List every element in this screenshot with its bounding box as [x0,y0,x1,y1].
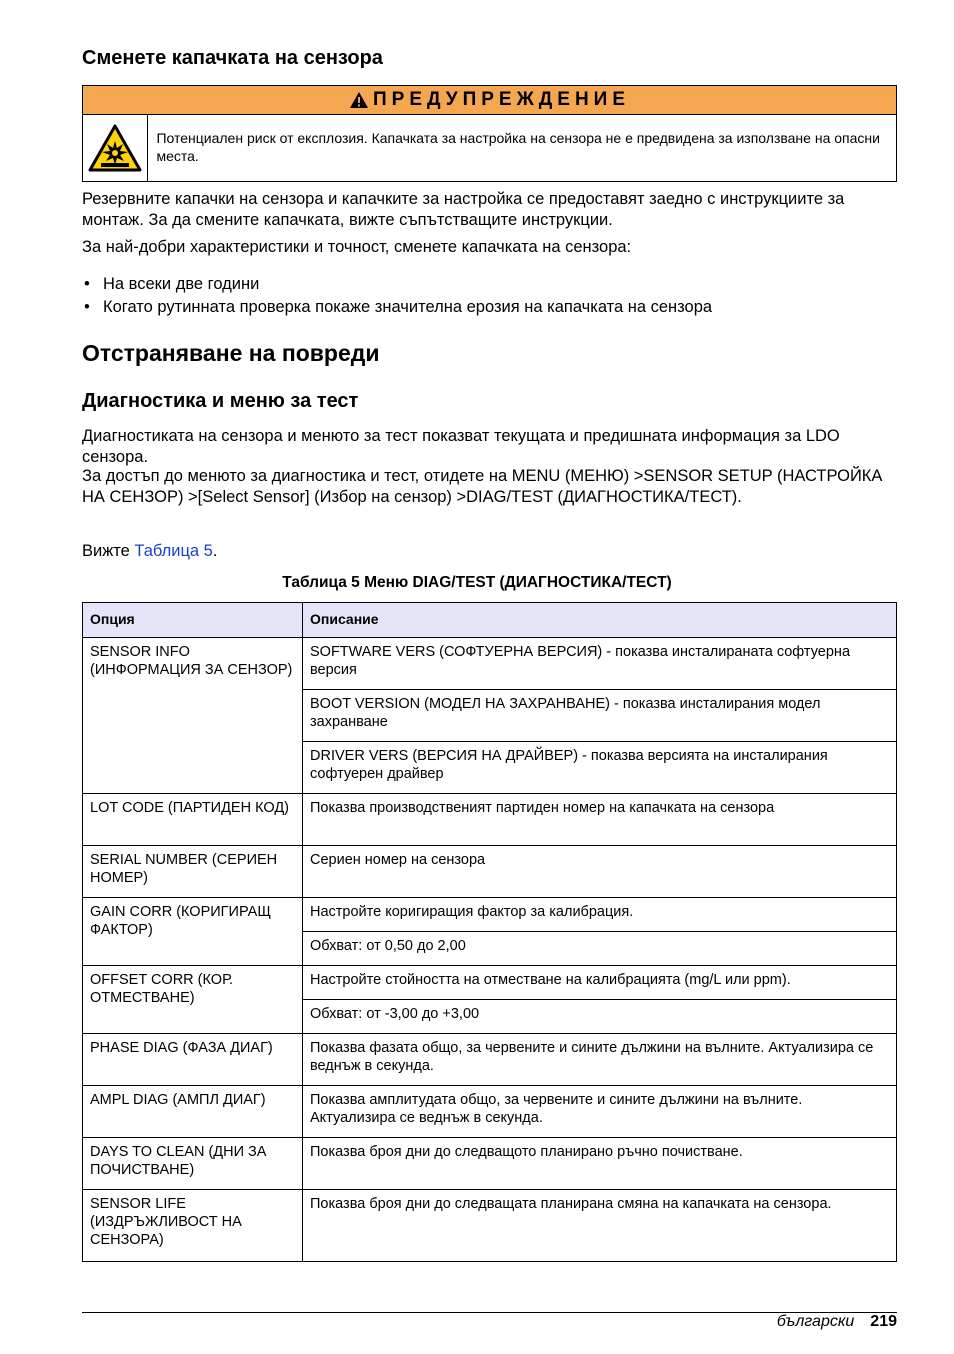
warning-label: ПРЕДУПРЕЖДЕНИЕ [372,89,631,110]
table-header-row [83,603,897,638]
option-cell: AMPL DIAG (АМПЛ ДИАГ) [83,1086,303,1138]
table-row [83,966,897,1000]
description-cell: Настройте стойността на отместване на калибрацията (mg/L или ppm). [303,966,897,1000]
option-cell: LOT CODE (ПАРТИДЕН КОД) [83,794,303,846]
table-row [83,794,897,846]
paragraph-best-performance: За най-добри характеристики и точност, сменете капачката на сензора: [82,238,632,256]
heading-diag-menu: Диагностика и меню за тест [82,390,359,412]
option-cell: GAIN CORR (КОРИГИРАЩ ФАКТОР) [83,898,303,966]
page-number: 219 [870,1313,897,1330]
option-cell: SENSOR LIFE (ИЗДРЪЖЛИВОСТ НА СЕНЗОРА) [83,1190,303,1262]
column-header-description: Описание [303,603,897,638]
table-link[interactable]: Таблица 5 [134,542,213,560]
see-prefix: Вижте [82,542,135,560]
see-table-line [82,541,897,562]
section-title: Сменете капачката на сензора [82,47,383,69]
table-row [83,1034,897,1086]
bullet-list [82,274,712,320]
heading-troubleshooting: Отстраняване на повреди [82,340,380,366]
explosion-hazard-icon [83,115,148,181]
paragraph-menu-path: За достъп до менюто за диагностика и тест, отидете на MENU (МЕНЮ) >SENSOR SETUP (НАСТРОЙКА НА СЕНЗОР) >[Select Sensor] (Избор на сензор) >DIAG/TEST (ДИАГНОСТИКА/ТЕСТ). [82,467,883,506]
option-cell: OFFSET CORR (КОР. ОТМЕСТВАНЕ) [83,966,303,1034]
list-item: • Когато рутинната проверка покаже значителна ерозия на капачката на сензора [82,297,712,320]
option-cell: DAYS TO CLEAN (ДНИ ЗА ПОЧИСТВАНЕ) [83,1138,303,1190]
warning-box [82,85,897,182]
option-cell: SERIAL NUMBER (СЕРИЕН НОМЕР) [83,846,303,898]
page-footer [777,1313,897,1331]
table-row [83,1086,897,1138]
description-cell: Сериен номер на сензора [303,846,897,898]
list-item: • На всеки две години [82,274,712,297]
table-row [83,846,897,898]
description-cell: Показва фазата общо, за червените и сините дължини на вълните. Актуализира се веднъж в секунда. [303,1034,897,1086]
see-suffix: . [212,542,218,560]
table-caption: Таблица 5 Меню DIAG/TEST (ДИАГНОСТИКА/ТЕСТ) [282,574,672,591]
table-row [83,1190,897,1262]
paragraph-diag-intro: Диагностиката на сензора и менюто за тест показват текущата и предишната информация за LDO сензора. [82,427,840,466]
footer-divider [82,1312,897,1313]
description-cell: Показва броя дни до следващото планирано ръчно почистване. [303,1138,897,1190]
column-header-option: Опция [83,603,303,638]
description-cell: DRIVER VERS (ВЕРСИЯ НА ДРАЙВЕР) - показва версията на инсталирания софтуерен драйвер [303,742,897,794]
table-row [83,638,897,690]
table-row [83,1138,897,1190]
option-cell: SENSOR INFO (ИНФОРМАЦИЯ ЗА СЕНЗОР) [83,638,303,794]
description-cell: Показва броя дни до следващата планирана смяна на капачката на сензора. [303,1190,897,1262]
warning-text: Потенциален риск от експлозия. Капачката за настройка на сензора не е предвидена за използване на опасни места. [156,130,880,164]
description-cell: Показва амплитудата общо, за червените и сините дължини на вълните. Актуализира се веднъж в секунда. [303,1086,897,1138]
paragraph-spare-caps: Резервните капачки на сензора и капачките за настройка се предоставят заедно с инструкциите за монтаж. За да смените капачката, вижте съпътстващите инструкции. [82,190,845,229]
description-cell: Настройте коригиращия фактор за калибрация. [303,898,897,932]
description-cell: BOOT VERSION (МОДЕЛ НА ЗАХРАНВАНЕ) - показва инсталирания модел захранване [303,690,897,742]
warning-header [83,86,896,115]
description-cell: Показва производственият партиден номер на капачката на сензора [303,794,897,846]
description-cell: Обхват: от -3,00 до +3,00 [303,1000,897,1034]
description-cell: SOFTWARE VERS (СОФТУЕРНА ВЕРСИЯ) - показва инсталираната софтуерна версия [303,638,897,690]
description-cell: Обхват: от 0,50 до 2,00 [303,932,897,966]
warning-triangle-icon [349,91,369,109]
table-row [83,898,897,932]
option-cell: PHASE DIAG (ФАЗА ДИАГ) [83,1034,303,1086]
footer-language: български [776,1313,855,1330]
diag-test-table [82,602,897,1262]
